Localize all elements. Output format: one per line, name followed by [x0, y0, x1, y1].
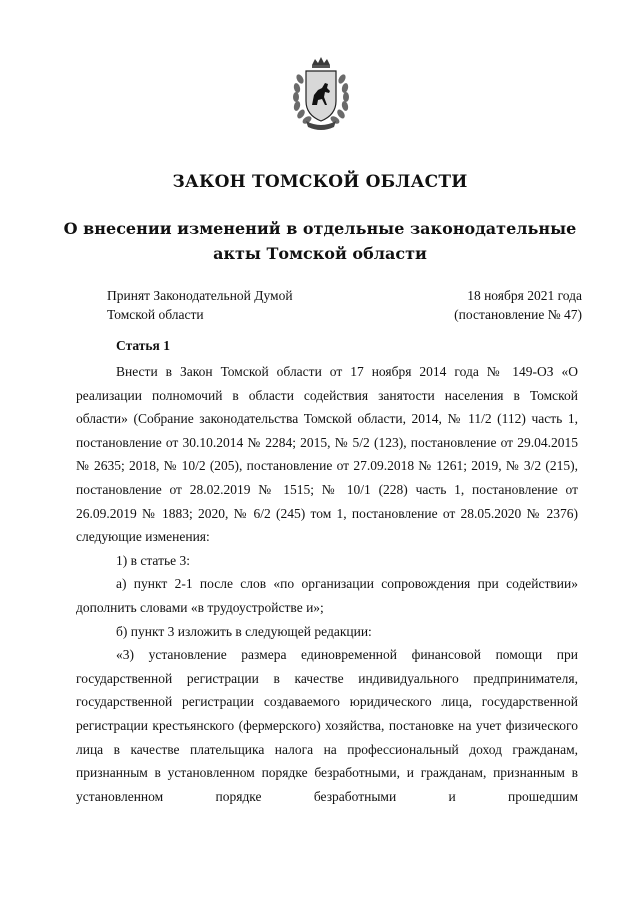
- adopted-by-block: [107, 286, 293, 324]
- resolution-number: (постановление № 47): [454, 307, 582, 322]
- adopted-by-line: Принят Законодательной Думой: [107, 288, 293, 303]
- article-body: [76, 360, 578, 808]
- subtitle-line: О внесении изменений в отдельные законодательные: [63, 219, 577, 238]
- paragraph: а) пункт 2-1 после слов «по организации сопровождения при содействии» дополнить словами «в трудоустройстве и»;: [76, 576, 578, 615]
- paragraph: Внести в Закон Томской области от 17 ноября 2014 года № 149-ОЗ «О реализации полномочий в области содействия занятости населения в Томской области» (Собрание законодательства Томской области, 2014, № 11/2 (112) часть 1, постановление от 30.10.2014 № 2284; 2015, № 5/2 (123), постановление от 29.04.2015 № 2635; 2018, № 10/2 (205), постановление от 27.09.2018 № 1261; 2019, № 3/2 (215), постановление от 28.02.2019 № 1515; № 10/1 (228) часть 1, постановление от 26.09.2019 № 1883; 2020, № 6/2 (245) том 1, постановление от 28.05.2020 № 2376) следующие изменения:: [76, 364, 578, 545]
- tomsk-oblast-coat-of-arms-icon: [292, 57, 350, 131]
- adoption-date-block: [454, 286, 582, 324]
- article-heading: Статья 1: [116, 338, 170, 353]
- adopted-by-line: Томской области: [107, 307, 204, 322]
- paragraph: 1) в статье 3:: [116, 552, 190, 568]
- paragraph: б) пункт 3 изложить в следующей редакции:: [116, 623, 372, 639]
- subtitle-line: акты Томской области: [213, 244, 427, 263]
- paragraph: «3) установление размера единовременной финансовой помощи при государственной регистрации в качестве индивидуального предпринимателя, государственной регистрации создаваемого юридического лица, государственной регистрации крестьянского (фермерского) хозяйства, постановке на учет физического лица в качестве плательщика налога на профессиональный доход гражданам, признанным в установленном порядке безработными, и гражданам, признанным в установленном порядке безработными и прошедшим: [76, 647, 578, 804]
- law-subtitle: [60, 216, 580, 266]
- law-title: ЗАКОН ТОМСКОЙ ОБЛАСТИ: [172, 172, 468, 192]
- adoption-date: 18 ноября 2021 года: [467, 288, 582, 303]
